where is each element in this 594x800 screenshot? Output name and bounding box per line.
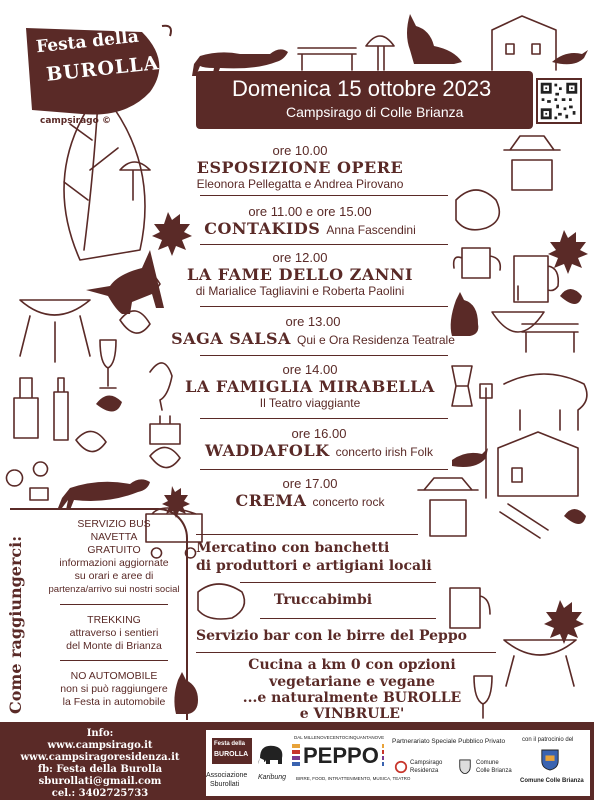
item-time: ore 11.00 e ore 15.00 xyxy=(248,204,372,219)
item-title: LA FAMIGLIA MIRABELLA xyxy=(185,377,435,396)
burr-icon xyxy=(548,230,588,274)
food-line1: Cucina a km 0 con opzioni xyxy=(248,657,456,673)
campsirago-residenza-icon xyxy=(394,760,408,774)
lamp-icon xyxy=(480,384,492,498)
grill-icon xyxy=(504,640,576,686)
divider xyxy=(200,418,448,419)
moka-icon xyxy=(452,366,472,406)
sponsor-association: Associazione xyxy=(206,772,248,779)
website-link[interactable]: www.campsirago.it xyxy=(47,740,153,751)
item-title: WADDAFOLK concerto irish Folk xyxy=(205,441,433,460)
cake-icon xyxy=(150,416,180,444)
program-item-4 xyxy=(168,314,458,348)
logo-title-line2: BUROLLA xyxy=(45,52,161,86)
bird-icon xyxy=(452,448,488,467)
chestnut-icon xyxy=(76,431,180,467)
house-icon xyxy=(492,16,556,70)
item-title: CONTAKIDS Anna Fascendini xyxy=(204,219,416,238)
item-time: ore 13.00 xyxy=(285,314,341,329)
bar-service: Servizio bar con le birre del Peppo xyxy=(196,628,467,644)
logo-organizer: campsirago © xyxy=(40,116,111,126)
contact-info: Info: www.campsirago.it www.campsiragoresidenza.it fb: Festa della Burolla sburollati@gmail.com cel.: 3402725733 xyxy=(0,728,200,800)
no-car-info: NO AUTOMOBILE non si può raggiungere la Festa in automobile xyxy=(60,670,168,708)
event-date: Domenica 15 ottobre 2023 xyxy=(232,76,492,101)
trekking-info: TREKKING attraverso i sentieri del Monte di Brianza xyxy=(66,614,162,652)
face-painting: Truccabimbi xyxy=(274,592,373,608)
item-title: ESPOSIZIONE OPERE xyxy=(196,158,404,177)
item-time: ore 17.00 xyxy=(282,476,338,491)
wolf-icon xyxy=(86,250,164,314)
divider xyxy=(196,652,496,653)
sponsor-peppo: PEPPO xyxy=(300,744,382,768)
grill-icon xyxy=(20,300,90,362)
item-time: ore 14.00 xyxy=(282,362,338,377)
mushroom-icon xyxy=(366,36,394,70)
divider xyxy=(200,195,448,196)
program-item-7 xyxy=(200,476,420,510)
divider xyxy=(200,469,448,470)
food-line3: ...e naturalmente BUROLLE xyxy=(242,690,462,706)
well-icon xyxy=(504,136,560,190)
item-subtitle: Qui e Ora Residenza Teatrale xyxy=(297,333,455,347)
market-line2: di produttori e artigiani locali xyxy=(196,558,432,574)
mug-icon xyxy=(450,588,490,628)
item-subtitle: Anna Fascendini xyxy=(326,223,416,237)
divider xyxy=(60,660,168,661)
item-title: LA FAME DELLO ZANNI xyxy=(187,265,413,284)
bird-icon xyxy=(552,50,588,64)
mug-icon xyxy=(514,256,558,302)
program-item-6 xyxy=(184,426,454,460)
teapot-icon xyxy=(454,248,501,278)
item-subtitle: concerto irish Folk xyxy=(335,445,433,459)
food-line4: e VINBRULE' xyxy=(299,706,405,722)
sponsor-karibung: Karibung xyxy=(258,774,287,781)
logo-title-line1: Festa della xyxy=(35,26,140,58)
food-line2: vegetariane e vegane xyxy=(269,674,435,690)
divider xyxy=(60,604,168,605)
house-icon xyxy=(498,432,578,496)
partnership-label: Partnerariato Speciale Pubblico Privato xyxy=(392,738,506,745)
cutlery-icon xyxy=(500,504,548,538)
program-item-1 xyxy=(170,143,430,191)
bench-icon xyxy=(298,48,356,70)
phone-number: cel.: 3402725733 xyxy=(51,788,149,799)
divider xyxy=(260,618,436,619)
website-link[interactable]: www.campsiragoresidenza.it xyxy=(20,752,180,763)
burr-icon xyxy=(544,600,584,644)
item-subtitle: Il Teatro viaggiante xyxy=(259,396,361,410)
comune-colle-brianza-crest-icon xyxy=(540,748,560,772)
bus-service-info: SERVIZIO BUS NAVETTA GRATUITO informazioni aggiornate su orari e aree di partenza/arrivo sui nostri social xyxy=(48,518,180,595)
divider xyxy=(200,244,448,245)
divider xyxy=(200,306,448,307)
event-poster: Festa della BUROLLA campsirago © Domenica 15 ottobre 2023 Campsirago di Colle Brianza ore 10.00 ESPOSIZIONE OPERE Eleonora Pellegatta e Andrea Pirovano ore 11.00 e ore 15.00 CONTAKIDS Anna Fascendini ore 12.00 LA FAME DELLO ZANNI di Marialice Tagliavini e Roberta Paolini ore 13.00 SAGA SALSA Qui e Ora Residenza Teatrale ore 14.00 LA FAMIGLIA MIRABELLA Il Teatro viaggiante ore 16.00 WADDAFOLK concerto irish Folk ore 17.00 CREMA concerto rock Come raggiungerci: SERVIZIO BUS NAVETTA GRATUITO informazioni aggiornate su orari e aree di partenza/arrivo sui nostri social TREKKING attraverso i sentieri del Monte di Brianza NO AUTOMOBILE non si può raggiungere la Festa in automobile Mercatino con banchetti di produttori e artigiani locali Truccabimbi Servizio bar con le birre del Peppo Cucina a km 0 con opzioni vegetariane e vegane ...e naturalmente BUROLLE e VINBRULE' Info: www.campsirago.it www.campsiragoresidenza.it fb: Festa della Burolla sburollati@gmail.com cel.: 3402725733 Festa della BUROLLA Associazione Sburollati Karibung DAL MILLENOVECENTOCINQUANTANOVE PEPPO BIRRE, FOOD, INTRATTENIMENTO, MUSICA, TEATRO Partnerariato Speciale Pubblico Privato Campsirago Residenza Comune Colle Brianza con il patrocinio del Comune Colle Brianza xyxy=(0,0,594,800)
bottle-icon xyxy=(14,378,68,440)
comune-crest-icon xyxy=(458,758,472,774)
glass-icon xyxy=(100,340,116,388)
item-title: CREMA concerto rock xyxy=(235,491,385,510)
bowl-icon xyxy=(492,286,544,332)
fox-icon xyxy=(198,584,244,619)
program-item-3 xyxy=(170,250,430,298)
item-subtitle: di Marialice Tagliavini e Roberta Paolini xyxy=(195,284,405,298)
program-item-2 xyxy=(190,204,430,238)
item-subtitle: concerto rock xyxy=(312,495,385,509)
event-place: Campsirago di Colle Brianza xyxy=(286,104,464,120)
divider xyxy=(200,355,448,356)
mushroom-icon xyxy=(120,162,150,200)
well-icon xyxy=(418,478,478,536)
item-time: ore 16.00 xyxy=(291,426,347,441)
divider xyxy=(240,582,436,583)
qr-code-icon[interactable] xyxy=(536,78,582,124)
item-time: ore 10.00 xyxy=(272,143,328,158)
email-link[interactable]: sburollati@gmail.com xyxy=(38,776,162,787)
dachshund-icon xyxy=(58,479,150,510)
market-line1: Mercatino con banchetti xyxy=(196,540,390,556)
cookies-icon xyxy=(6,462,48,500)
balloon-icon xyxy=(150,363,172,410)
fox-icon xyxy=(456,190,499,230)
facebook-link[interactable]: fb: Festa della Burolla xyxy=(37,764,163,775)
item-time: ore 12.00 xyxy=(272,250,328,265)
wolf-icon xyxy=(407,14,462,64)
item-subtitle: Eleonora Pellegatta e Andrea Pirovano xyxy=(196,177,404,191)
patronage-label: con il patrocinio del xyxy=(522,737,574,743)
elephant-icon xyxy=(256,742,286,766)
item-title: SAGA SALSA Qui e Ora Residenza Teatrale xyxy=(171,329,455,348)
divider xyxy=(196,534,418,535)
bear-icon xyxy=(504,374,587,430)
program-item-5 xyxy=(170,362,450,410)
how-to-reach-label: Come raggiungerci: xyxy=(6,535,25,714)
